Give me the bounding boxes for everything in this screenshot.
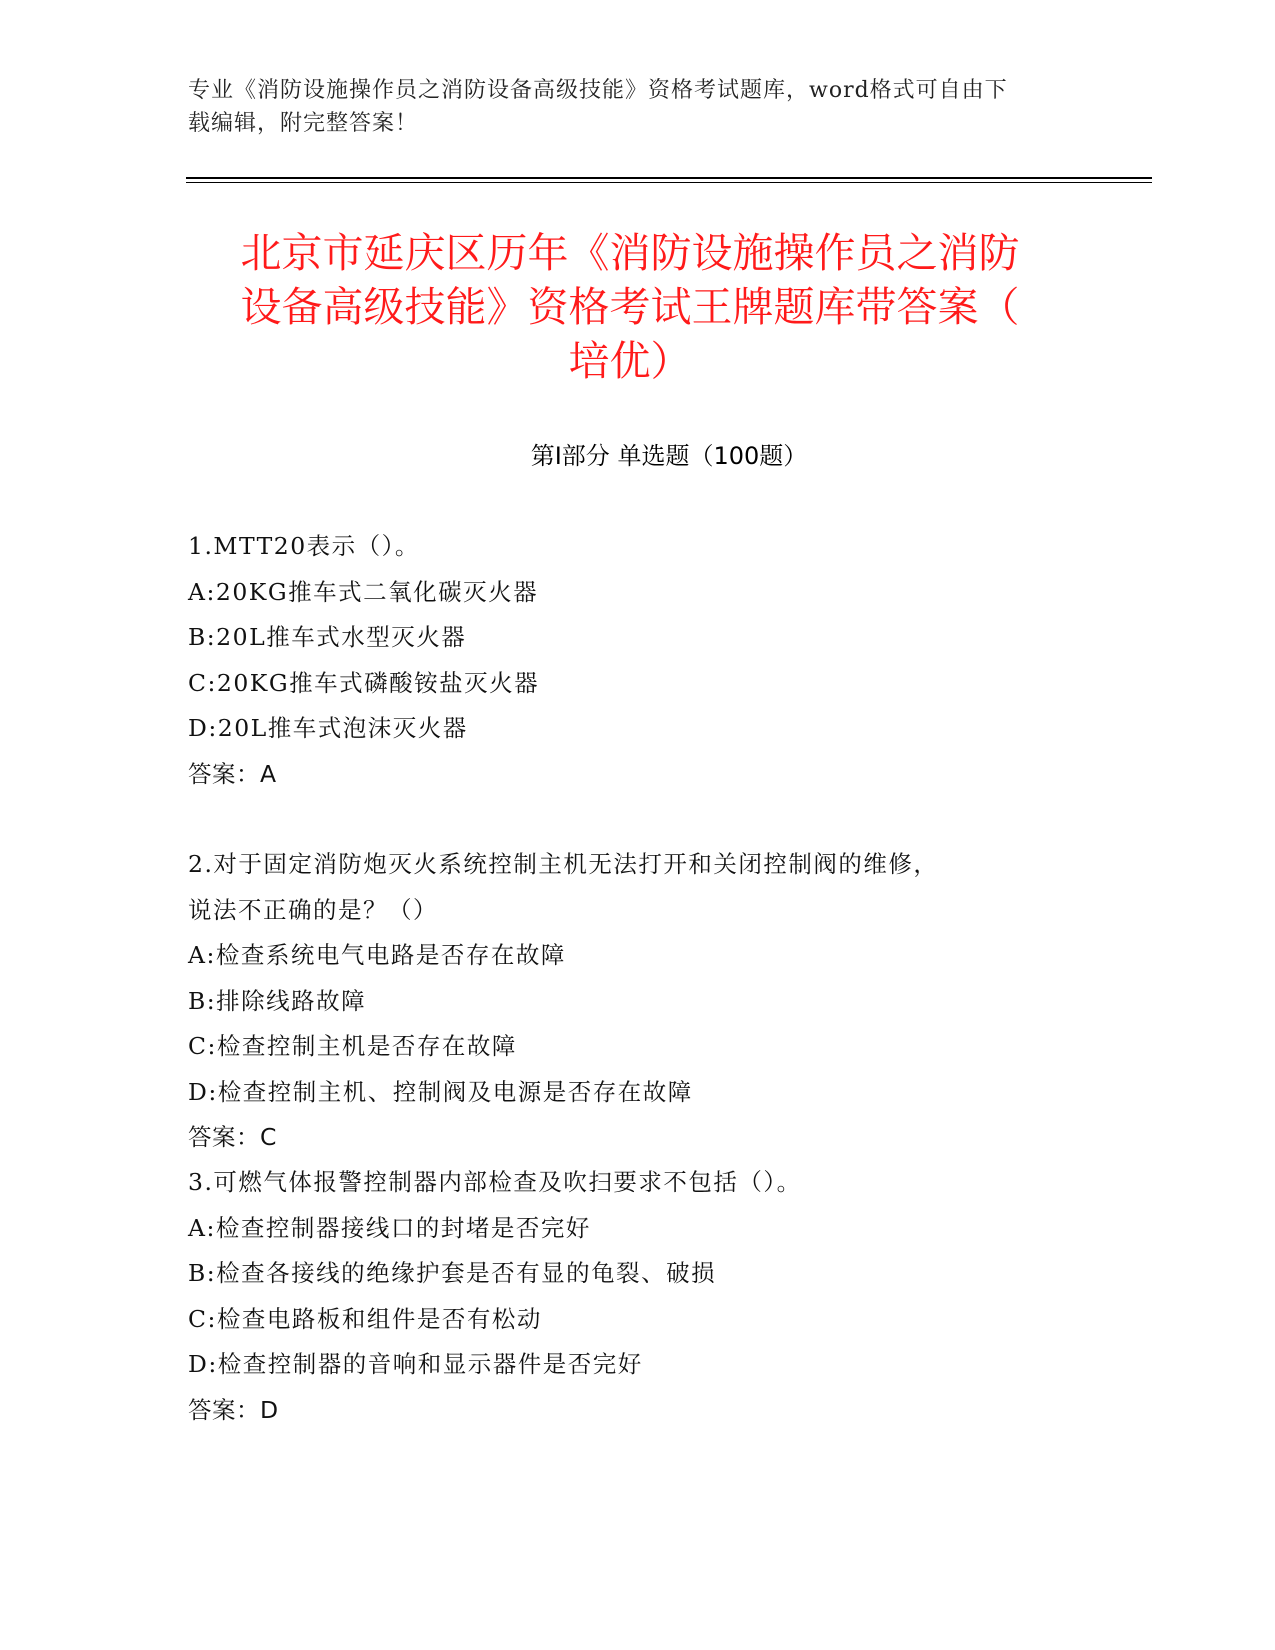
option-d: D:20L推车式泡沫灭火器 (188, 714, 468, 742)
answer-line: 答案：D (188, 1395, 279, 1424)
option-c: C:检查控制主机是否存在故障 (188, 1032, 517, 1060)
option-d: D:检查控制主机、控制阀及电源是否存在故障 (188, 1077, 693, 1106)
option-a: A:20KG推车式二氧化碳灭火器 (188, 577, 539, 606)
document-header-note (188, 74, 1068, 140)
title-line-3: 培优） (568, 337, 692, 385)
option-a: A:检查系统电气电路是否存在故障 (188, 941, 566, 969)
title-line-2: 设备高级技能》资格考试王牌题库带答案（ (240, 283, 1020, 331)
title-line-1: 北京市延庆区历年《消防设施操作员之消防 (240, 229, 1020, 277)
question-stem: 1.MTT20表示（）。 (188, 532, 420, 560)
option-b: B:20L推车式水型灭火器 (188, 623, 467, 651)
section-heading: 第I部分 单选题（100题） (530, 442, 808, 470)
header-note-line-2: 载编辑，附完整答案！ (188, 111, 419, 136)
option-b: B:检查各接线的绝缘护套是否有显的龟裂、破损 (188, 1259, 717, 1287)
question-3 (188, 1160, 1068, 1433)
header-divider-thin (186, 182, 1152, 183)
question-stem: 3.可燃气体报警控制器内部检查及吹扫要求不包括（）。 (188, 1168, 802, 1196)
option-c: C:检查电路板和组件是否有松动 (188, 1304, 542, 1333)
question-stem-line-2: 说法不正确的是？（） (188, 895, 438, 924)
header-note-line-1: 专业《消防设施操作员之消防设备高级技能》资格考试题库，word格式可自由下 (188, 78, 1008, 103)
option-d: D:检查控制器的音响和显示器件是否完好 (188, 1350, 643, 1378)
option-a: A:检查控制器接线口的封堵是否完好 (188, 1213, 591, 1242)
option-c: C:20KG推车式磷酸铵盐灭火器 (188, 668, 540, 697)
answer-line: 答案：C (188, 1123, 277, 1151)
document-title (180, 226, 1080, 388)
question-1 (188, 524, 1068, 797)
question-2 (188, 842, 1068, 1161)
question-stem-line-1: 2.对于固定消防炮灭火系统控制主机无法打开和关闭控制阀的维修， (188, 850, 939, 878)
header-divider-thick (186, 177, 1152, 179)
answer-line: 答案：A (188, 759, 277, 788)
option-b: B:排除线路故障 (188, 986, 367, 1015)
